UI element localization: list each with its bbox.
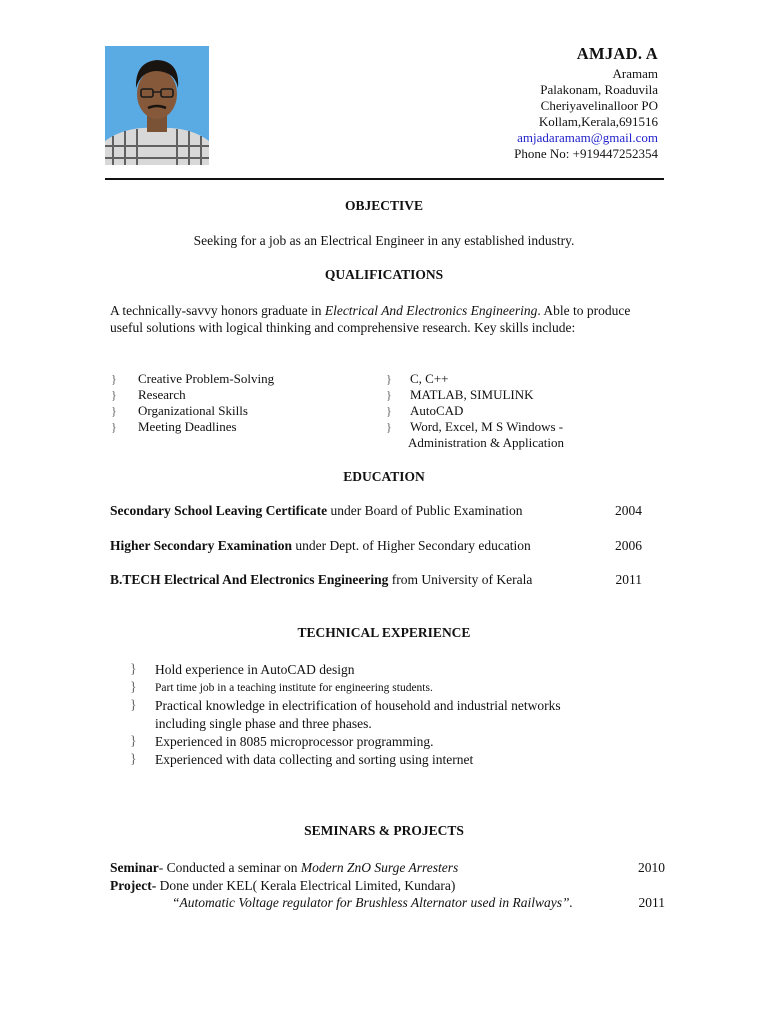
project-title: “Automatic Voltage regulator for Brushless Alternator used in Railways”. (172, 895, 573, 910)
list-item-continuation: including single phase and three phases. (155, 716, 372, 731)
education-row (110, 503, 642, 519)
project-year: 2011 (638, 895, 665, 910)
skill-label: Organizational Skills (138, 403, 248, 418)
qualification-name: Secondary School Leaving Certificate (110, 503, 328, 518)
experience-text: Experienced in 8085 microprocessor programming. (155, 734, 434, 749)
bullet-icon: } (111, 404, 117, 418)
list-item (111, 403, 351, 419)
bullet-icon: } (130, 734, 137, 749)
address-line: Aramam (612, 66, 658, 81)
skill-label: MATLAB, SIMULINK (410, 387, 534, 402)
project-text: Done under KEL( Kerala Electrical Limited, Kundara) (156, 878, 456, 893)
list-item (386, 419, 646, 435)
skill-label: Administration & Application (408, 435, 564, 450)
objective-heading: OBJECTIVE (344, 198, 424, 213)
email-link[interactable]: amjadaramam@gmail.com (517, 130, 658, 145)
list-item (111, 371, 351, 387)
objective-text: Seeking for a job as an Electrical Engineer in any established industry. (193, 233, 575, 248)
experience-text: Practical knowledge in electrification of household and industrial networks (155, 698, 561, 713)
skill-label: Meeting Deadlines (138, 419, 237, 434)
intro-text: . Able to produce useful solutions with logical thinking and comprehensive research. Key skills include: (110, 303, 631, 335)
candidate-name: AMJAD. A (576, 44, 658, 63)
bullet-icon: } (130, 662, 137, 677)
skill-label: C, C++ (410, 371, 449, 386)
seminar-year: 2010 (638, 860, 665, 875)
list-item (130, 697, 650, 715)
bullet-icon: } (386, 372, 392, 386)
seminar-title: Modern ZnO Surge Arresters (300, 860, 459, 875)
list-item (130, 661, 650, 679)
degree-name: Electrical And Electronics Engineering (324, 303, 538, 318)
education-year: 2004 (615, 503, 642, 518)
project-row (110, 877, 665, 894)
bullet-icon: } (130, 680, 137, 695)
project-label: Project- (110, 878, 157, 893)
bullet-icon: } (386, 388, 392, 402)
qualification-detail: under Dept. of Higher Secondary education (292, 538, 531, 553)
skill-label: Research (138, 387, 186, 402)
qualification-name: B.TECH Electrical And Electronics Engineering (110, 572, 389, 587)
seminar-label: Seminar (110, 860, 159, 875)
bullet-icon: } (130, 752, 137, 767)
bullet-icon: } (111, 420, 117, 434)
header-divider (105, 178, 664, 180)
project-title-row (172, 894, 665, 911)
education-year: 2006 (615, 538, 642, 553)
qualifications-heading: QUALIFICATIONS (324, 267, 444, 282)
list-item (111, 419, 351, 435)
skills-list-left (111, 371, 351, 435)
education-row (110, 572, 642, 588)
address-line: Palakonam, Roaduvila (540, 82, 658, 97)
contact-block (514, 44, 658, 162)
seminar-entry (110, 859, 458, 876)
education-entry (110, 503, 522, 519)
qualification-detail: from University of Kerala (388, 572, 533, 587)
seminars-projects-heading: SEMINARS & PROJECTS (304, 823, 464, 838)
experience-text: Hold experience in AutoCAD design (155, 662, 355, 677)
experience-text: Experienced with data collecting and sorting using internet (155, 752, 474, 767)
address-line: Cheriyavelinalloor PO (540, 98, 658, 113)
list-item-continuation (386, 435, 646, 451)
bullet-icon: } (386, 420, 392, 434)
phone-number: Phone No: +919447252354 (514, 146, 658, 161)
address-line: Kollam,Kerala,691516 (538, 114, 658, 129)
seminar-text: - Conducted a seminar on (158, 860, 301, 875)
skill-label: Word, Excel, M S Windows - (410, 419, 564, 434)
list-item (386, 387, 646, 403)
list-item (386, 403, 646, 419)
education-year: 2011 (615, 572, 642, 587)
education-heading: EDUCATION (343, 469, 425, 484)
list-item (386, 371, 646, 387)
list-item (130, 751, 650, 769)
intro-text: A technically-savvy honors graduate in (110, 303, 325, 318)
list-item (111, 387, 351, 403)
bullet-icon: } (130, 698, 137, 713)
education-entry (110, 572, 532, 588)
list-item (130, 733, 650, 751)
bullet-icon: } (386, 404, 392, 418)
qualifications-intro (110, 302, 650, 336)
profile-photo (105, 46, 209, 165)
skill-label: Creative Problem-Solving (138, 371, 275, 386)
education-row (110, 538, 642, 554)
skills-list-right (386, 371, 646, 451)
qualification-name: Higher Secondary Examination (110, 538, 293, 553)
bullet-icon: } (111, 372, 117, 386)
education-entry (110, 538, 531, 554)
qualification-detail: under Board of Public Examination (327, 503, 523, 518)
seminar-row (110, 859, 665, 876)
skill-label: AutoCAD (410, 403, 464, 418)
technical-experience-list (130, 661, 650, 769)
experience-text: Part time job in a teaching institute for engineering students. (155, 682, 433, 694)
technical-experience-heading: TECHNICAL EXPERIENCE (297, 625, 471, 640)
list-item (130, 679, 650, 697)
bullet-icon: } (111, 388, 117, 402)
